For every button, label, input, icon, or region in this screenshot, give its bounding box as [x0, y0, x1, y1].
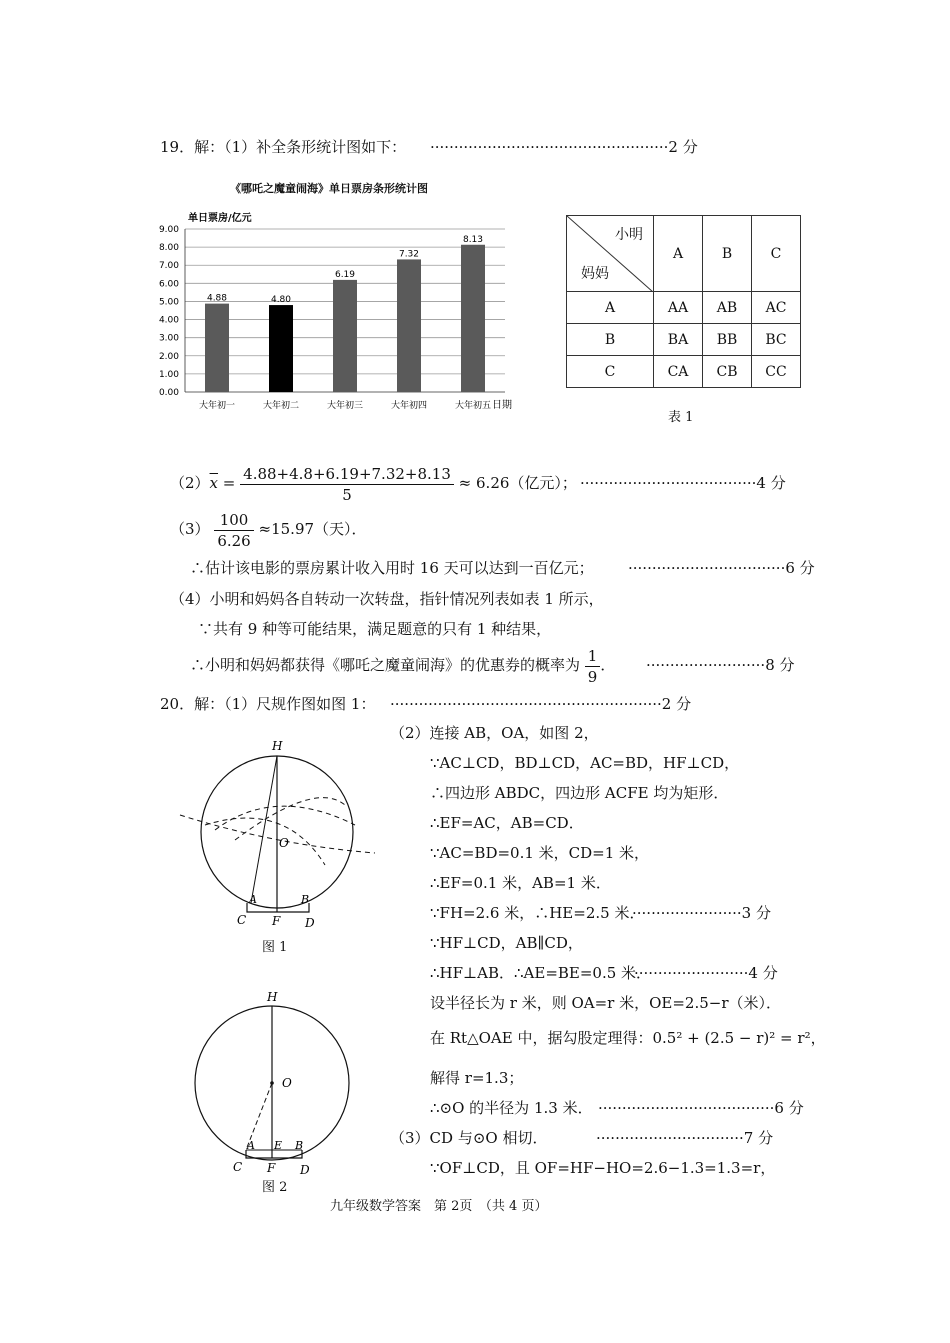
q20-score: ························4 分: [634, 964, 778, 982]
bar: [397, 259, 421, 392]
days-numerator: 100: [214, 510, 253, 531]
bar-chart: [140, 205, 530, 420]
y-tick-label: 6.00: [158, 279, 179, 290]
q20-line: 解得 r=1.3；: [430, 1069, 524, 1087]
table-caption: 表 1: [668, 410, 694, 425]
q19-score-2: ·····································4 分: [580, 474, 786, 492]
y-tick-label: 0.00: [158, 388, 179, 398]
fig2-label-c: C: [233, 1160, 243, 1174]
fig1-label-o: O: [279, 836, 289, 850]
fig1-label-h: H: [272, 739, 283, 753]
table-row-header: B: [567, 324, 654, 356]
q19-part2: [170, 462, 577, 504]
mean-result: ≈ 6.26（亿元）；: [458, 474, 577, 492]
mean-fraction: [240, 464, 454, 505]
q20-score: ·······················3 分: [632, 904, 771, 922]
equals: =: [222, 474, 236, 492]
fig1-label-d: D: [305, 916, 315, 930]
bar-value-label: 4.88: [206, 293, 228, 304]
table-cell: BA: [654, 324, 703, 356]
fig2-label-a: A: [247, 1139, 255, 1152]
table-cell: AB: [703, 292, 752, 324]
q19-part3-conclusion: ∴估计该电影的票房累计收入用时 16 天可以达到一百亿元；: [190, 559, 594, 577]
mean-numerator: 4.88+4.8+6.19+7.32+8.13: [240, 464, 454, 485]
table-col-header: C: [752, 216, 801, 292]
fig1-label-b: B: [301, 893, 310, 906]
bar: [333, 280, 357, 392]
q19-part2-prefix: （2）: [170, 474, 210, 492]
probability-denominator: 9: [587, 667, 598, 686]
fig2-label-b: B: [295, 1139, 304, 1152]
bar-value-label: 7.32: [398, 249, 420, 260]
q20-line: 设半径长为 r 米，则 OA=r 米，OE=2.5−r（米）．: [430, 994, 782, 1012]
chart-title: 《哪吒之魔童闹海》单日票房条形统计图: [230, 182, 428, 195]
table-row-header: C: [567, 356, 654, 388]
fig2-label-d: D: [300, 1163, 310, 1177]
q19-part4-line3: [190, 644, 615, 686]
bar-value-label: 8.13: [462, 234, 484, 245]
table-cell: AC: [752, 292, 801, 324]
probability-fraction: [585, 646, 601, 687]
q20-line: ∴HF⊥AB．∴AE=BE=0.5 米．: [430, 964, 652, 982]
table-cell: CC: [752, 356, 801, 388]
table-cell: AA: [654, 292, 703, 324]
q20-line: ∵HF⊥CD，AB∥CD，: [430, 934, 583, 952]
x-tick-label: 大年初二: [262, 401, 300, 411]
q20-line: （3）CD 与⊙O 相切．: [390, 1129, 548, 1147]
q20-line: ∴四边形 ABDC，四边形 ACFE 均为矩形．: [430, 784, 729, 802]
chart-ylabel: 单日票房/亿元: [188, 213, 252, 224]
y-tick-label: 8.00: [158, 243, 179, 254]
bar-value-label: 6.19: [334, 269, 356, 280]
fig2-label-o: O: [282, 1076, 292, 1090]
mean-denominator: 5: [342, 485, 352, 504]
y-tick-label: 9.00: [158, 225, 179, 235]
probability-text: ∴小明和妈妈都获得《哪吒之魔童闹海》的优惠券的概率为: [190, 656, 581, 674]
table-col-header: A: [654, 216, 703, 292]
q19-part3: [170, 508, 367, 550]
fig2-label-f: F: [267, 1161, 276, 1175]
y-tick-label: 5.00: [158, 297, 179, 308]
probability-end: ．: [600, 656, 616, 674]
table-cell: CA: [654, 356, 703, 388]
table-cell: BB: [703, 324, 752, 356]
q20-line: ∵OF⊥CD，且 OF=HF−HO=2.6−1.3=1.3=r，: [430, 1159, 776, 1177]
q20-line: 在 Rt△OAE 中，据勾股定理得：0.5² + (2.5 − r)² = r²，: [430, 1029, 826, 1047]
q20-line: ∵AC=BD=0.1 米，CD=1 米，: [430, 844, 650, 862]
x-tick-label: 大年初四: [390, 401, 428, 411]
y-tick-label: 3.00: [158, 333, 179, 344]
days-denominator: 6.26: [217, 531, 251, 550]
probability-numerator: 1: [585, 646, 601, 667]
y-tick-label: 4.00: [158, 315, 179, 326]
q19-part4-line1: （4）小明和妈妈各自转动一次转盘，指针情况列表如表 1 所示，: [170, 590, 604, 608]
q20-score: ·······························7 分: [596, 1129, 774, 1147]
q20-score: ·····································6 分: [598, 1099, 804, 1117]
q20-line: ∴EF=AC，AB=CD．: [430, 814, 584, 832]
x-tick-label: 大年初三: [326, 401, 364, 411]
q19-part4-line2: ∵共有 9 种等可能结果，满足题意的只有 1 种结果，: [198, 620, 552, 638]
table-header-top: 小明: [615, 227, 643, 243]
days-result: ≈15.97（天）．: [258, 520, 367, 538]
chart-xlabel: 日期: [492, 400, 512, 411]
q19-score-4: ·························8 分: [646, 656, 795, 674]
y-tick-label: 1.00: [158, 369, 179, 380]
q20-line: ∴⊙O 的半径为 1.3 米．: [430, 1099, 593, 1117]
bar: [205, 304, 229, 392]
q19-part3-prefix: （3）: [170, 520, 210, 538]
y-tick-label: 2.00: [158, 351, 179, 362]
q20-line: ∵AC⊥CD，BD⊥CD，AC=BD，HF⊥CD，: [430, 754, 740, 772]
table-cell: CB: [703, 356, 752, 388]
bar-value-label: 4.80: [270, 295, 292, 306]
bar: [461, 245, 485, 392]
fig1-label-a: A: [249, 893, 257, 906]
outcome-table: [566, 215, 801, 388]
x-tick-label: 大年初一: [198, 401, 236, 411]
days-fraction: [214, 510, 253, 551]
figure-2: [185, 985, 365, 1180]
table-cell: BC: [752, 324, 801, 356]
table-header-bottom: 妈妈: [581, 266, 609, 282]
q20-line: ∴EF=0.1 米，AB=1 米．: [430, 874, 611, 892]
x-tick-label: 大年初五: [454, 401, 492, 411]
figure-1-caption: 图 1: [262, 940, 288, 955]
table-col-header: B: [703, 216, 752, 292]
fig1-label-c: C: [237, 913, 247, 927]
fig2-label-h: H: [267, 990, 278, 1004]
q19-heading: 19．解：（1）补全条形统计图如下：: [160, 138, 407, 156]
bar: [269, 305, 293, 392]
q19-score-1: ··················································2 分: [430, 138, 698, 156]
q20-score-1: ·························································2 分: [390, 695, 692, 713]
fig1-label-f: F: [272, 914, 281, 928]
figure-1: [175, 735, 385, 935]
y-tick-label: 7.00: [158, 261, 179, 272]
q19-score-3: ·································6 分: [628, 559, 815, 577]
page-footer: 九年级数学答案 第 2页 （共 4 页）: [330, 1199, 548, 1214]
table-header-diagonal: [567, 216, 654, 292]
q20-heading: 20．解：（1）尺规作图如图 1：: [160, 695, 376, 713]
fig2-label-e: E: [274, 1139, 283, 1152]
figure-2-caption: 图 2: [262, 1180, 288, 1195]
table-row-header: A: [567, 292, 654, 324]
q20-line: （2）连接 AB，OA，如图 2，: [390, 724, 599, 742]
xbar: $\overline{x}$: [209, 474, 219, 492]
q20-line: ∵FH=2.6 米，∴HE=2.5 米．: [430, 904, 645, 922]
